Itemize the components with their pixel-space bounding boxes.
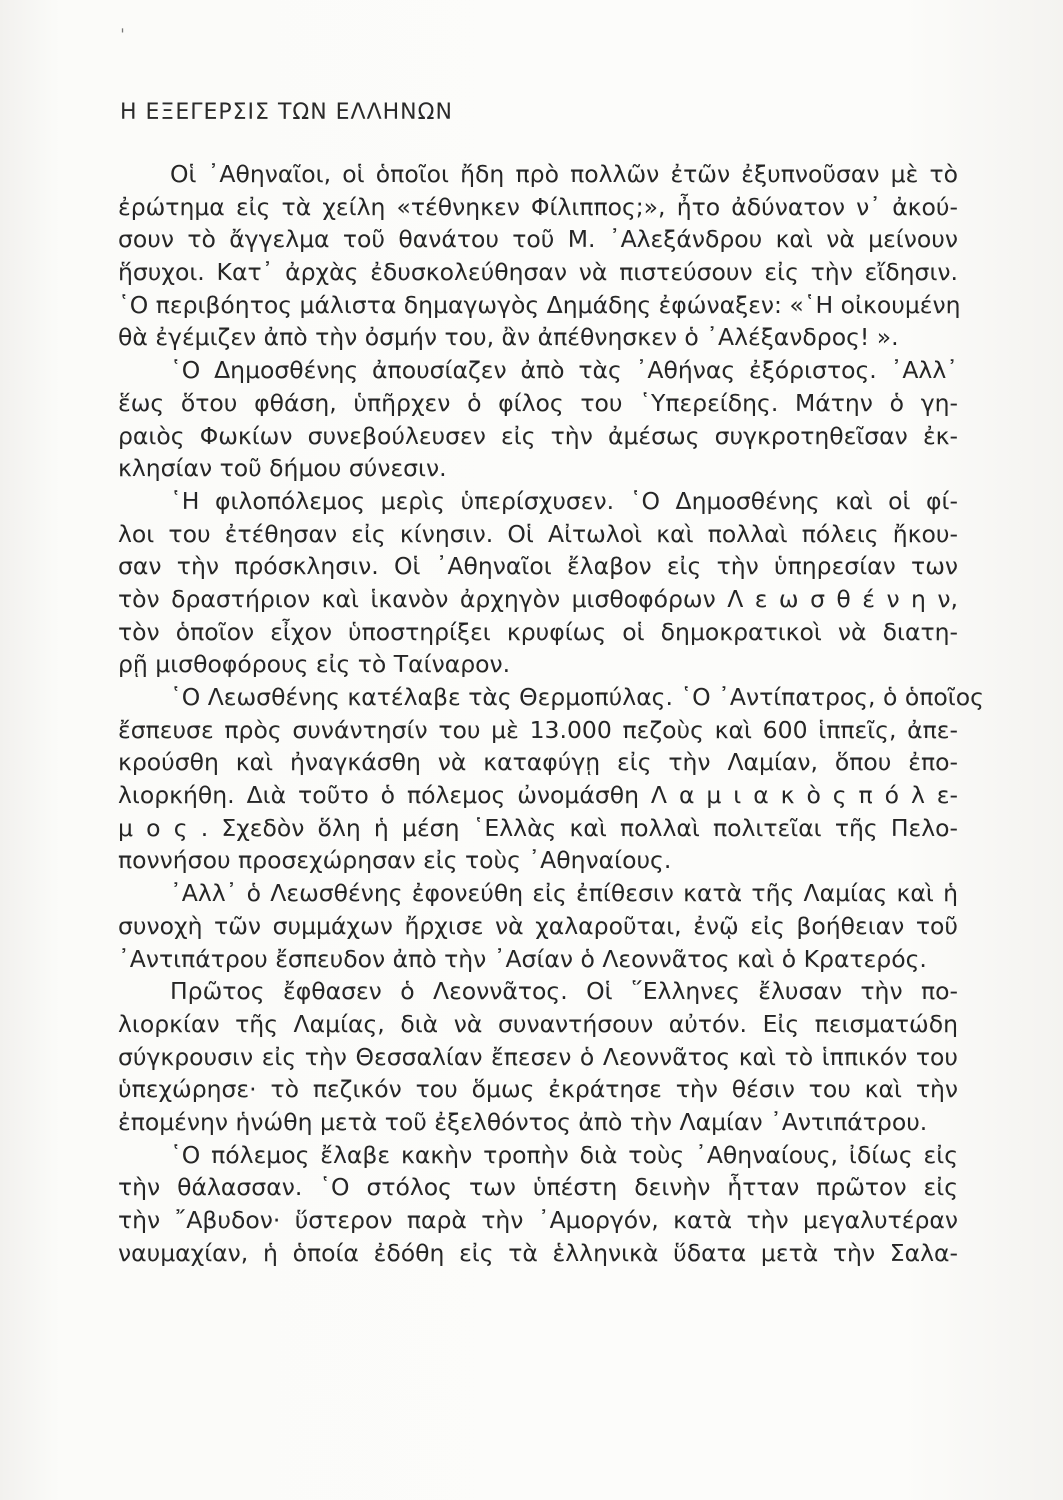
- text-line: ῾Ο περιβόητος μάλιστα δημαγωγὸς Δημάδης ἐφώναξεν: «῾Η οἰκουμένη: [118, 290, 961, 319]
- text-line: λιορκήθη. Διὰ τοῦτο ὁ πόλεμος ὠνομάσθη Λ α μ ι α κ ὸ ς π ό λ ε-: [118, 781, 958, 810]
- text-line: σουν τὸ ἄγγελμα τοῦ θανάτου τοῦ Μ. ᾿Αλεξάνδρου καὶ νὰ μείνουν: [118, 225, 958, 254]
- text-line: λοι του ἐτέθησαν εἰς κίνησιν. Οἱ Αἰτωλοὶ καὶ πολλαὶ πόλεις ἤκου-: [118, 519, 958, 548]
- text-line: σαν τὴν πρόσκλησιν. Οἱ ᾿Αθηναῖοι ἔλαβον εἰς τὴν ὑπηρεσίαν των: [118, 552, 958, 581]
- text-line: ᾿Αλλ᾿ ὁ Λεωσθένης ἐφονεύθη εἰς ἐπίθεσιν κατὰ τῆς Λαμίας καὶ ἡ: [170, 879, 958, 908]
- text-line: ἐπομένην ἡνώθη μετὰ τοῦ ἐξελθόντος ἀπὸ τὴν Λαμίαν ᾿Αντιπάτρου.: [118, 1107, 928, 1136]
- text-line: ῾Η φιλοπόλεμος μερὶς ὑπερίσχυσεν. ῾Ο Δημοσθένης καὶ οἱ φί-: [170, 486, 958, 515]
- text-line: ρῇ μισθοφόρους εἰς τὸ Ταίναρον.: [118, 650, 511, 679]
- text-line: ἔσπευσε πρὸς συνάντησίν του μὲ 13.000 πεζοὺς καὶ 600 ἱππεῖς, ἀπε-: [118, 715, 958, 744]
- text-line: θὰ ἐγέμιζεν ἀπὸ τὴν ὀσμήν του, ἂν ἀπέθνησκεν ὁ ᾿Αλέξανδρος! ».: [118, 323, 899, 352]
- text-line: ἐρώτημα εἰς τὰ χείλη «τέθνηκεν Φίλιππος;», ἦτο ἀδύνατον ν᾿ ἀκού-: [118, 192, 958, 221]
- text-line: ὑπεχώρησε· τὸ πεζικόν του ὅμως ἐκράτησε τὴν θέσιν του καὶ τὴν: [118, 1075, 958, 1104]
- body-text: [118, 158, 984, 1269]
- text-line: Πρῶτος ἔφθασεν ὁ Λεοννᾶτος. Οἱ ῞Ελληνες ἔλυσαν τὴν πο-: [170, 977, 958, 1006]
- page-mark: ˈ: [120, 26, 125, 47]
- text-line: κρούσθη καὶ ἠναγκάσθη νὰ καταφύγῃ εἰς τὴν Λαμίαν, ὅπου ἐπο-: [118, 748, 958, 777]
- text-line: ἕως ὅτου φθάση, ὑπῆρχεν ὁ φίλος του ῾Υπερείδης. Μάτην ὁ γη-: [118, 388, 958, 417]
- text-line: συνοχὴ τῶν συμμάχων ἤρχισε νὰ χαλαροῦται, ἐνῷ εἰς βοήθειαν τοῦ: [118, 911, 958, 940]
- text-line: ᾿Αντιπάτρου ἔσπευδον ἀπὸ τὴν ᾿Ασίαν ὁ Λεοννᾶτος καὶ ὁ Κρατερός.: [118, 944, 927, 973]
- text-line: σύγκρουσιν εἰς τὴν Θεσσαλίαν ἔπεσεν ὁ Λεοννᾶτος καὶ τὸ ἱππικόν του: [118, 1042, 958, 1071]
- text-line: ποννήσου προσεχώρησαν εἰς τοὺς ᾿Αθηναίους.: [118, 846, 672, 875]
- text-line: κλησίαν τοῦ δήμου σύνεσιν.: [118, 454, 447, 483]
- text-line: ῾Ο Δημοσθένης ἀπουσίαζεν ἀπὸ τὰς ᾿Αθήνας ἐξόριστος. ᾿Αλλ᾿: [170, 356, 958, 385]
- text-line: λιορκίαν τῆς Λαμίας, διὰ νὰ συναντήσουν αὐτόν. Εἰς πεισματώδη: [118, 1009, 958, 1038]
- text-line: μ ο ς . Σχεδὸν ὅλη ἡ μέση ῾Ελλὰς καὶ πολλαὶ πολιτεῖαι τῆς Πελο-: [118, 813, 958, 842]
- text-line: ῾Ο Λεωσθένης κατέλαβε τὰς Θερμοπύλας. ῾Ο ᾿Αντίπατρος, ὁ ὁποῖος: [170, 683, 984, 711]
- text-line: ἥσυχοι. Κατ᾿ ἀρχὰς ἐδυσκολεύθησαν νὰ πιστεύσουν εἰς τὴν εἴδησιν.: [118, 258, 958, 287]
- text-line: Οἱ ᾿Αθηναῖοι, οἱ ὁποῖοι ἤδη πρὸ πολλῶν ἐτῶν ἐξυπνοῦσαν μὲ τὸ: [170, 160, 958, 188]
- text-line: ῾Ο πόλεμος ἔλαβε κακὴν τροπὴν διὰ τοὺς ᾿Αθηναίους, ἰδίως εἰς: [170, 1140, 958, 1169]
- text-line: ραιὸς Φωκίων συνεβούλευσεν εἰς τὴν ἀμέσως συγκροτηθεῖσαν ἐκ-: [118, 421, 958, 450]
- text-line: τὸν ὁποῖον εἶχον ὑποστηρίξει κρυφίως οἱ δημοκρατικοὶ νὰ διατη-: [118, 617, 958, 646]
- text-line: τὴν θάλασσαν. ῾Ο στόλος των ὑπέστη δεινὴν ἧτταν πρῶτον εἰς: [118, 1173, 958, 1202]
- text-line: τὸν δραστήριον καὶ ἱκανὸν ἀρχηγὸν μισθοφόρων Λ ε ω σ θ έ ν η ν,: [118, 584, 958, 613]
- text-line: τὴν ῎Αβυδον· ὕστερον παρὰ τὴν ᾿Αμοργόν, κατὰ τὴν μεγαλυτέραν: [118, 1206, 958, 1234]
- chapter-title: Η ΕΞΕΓΕΡΣΙΣ ΤΩΝ ΕΛΛΗΝΩΝ: [120, 100, 453, 125]
- text-line: ναυμαχίαν, ἡ ὁποία ἐδόθη εἰς τὰ ἑλληνικὰ ὕδατα μετὰ τὴν Σαλα-: [118, 1238, 958, 1267]
